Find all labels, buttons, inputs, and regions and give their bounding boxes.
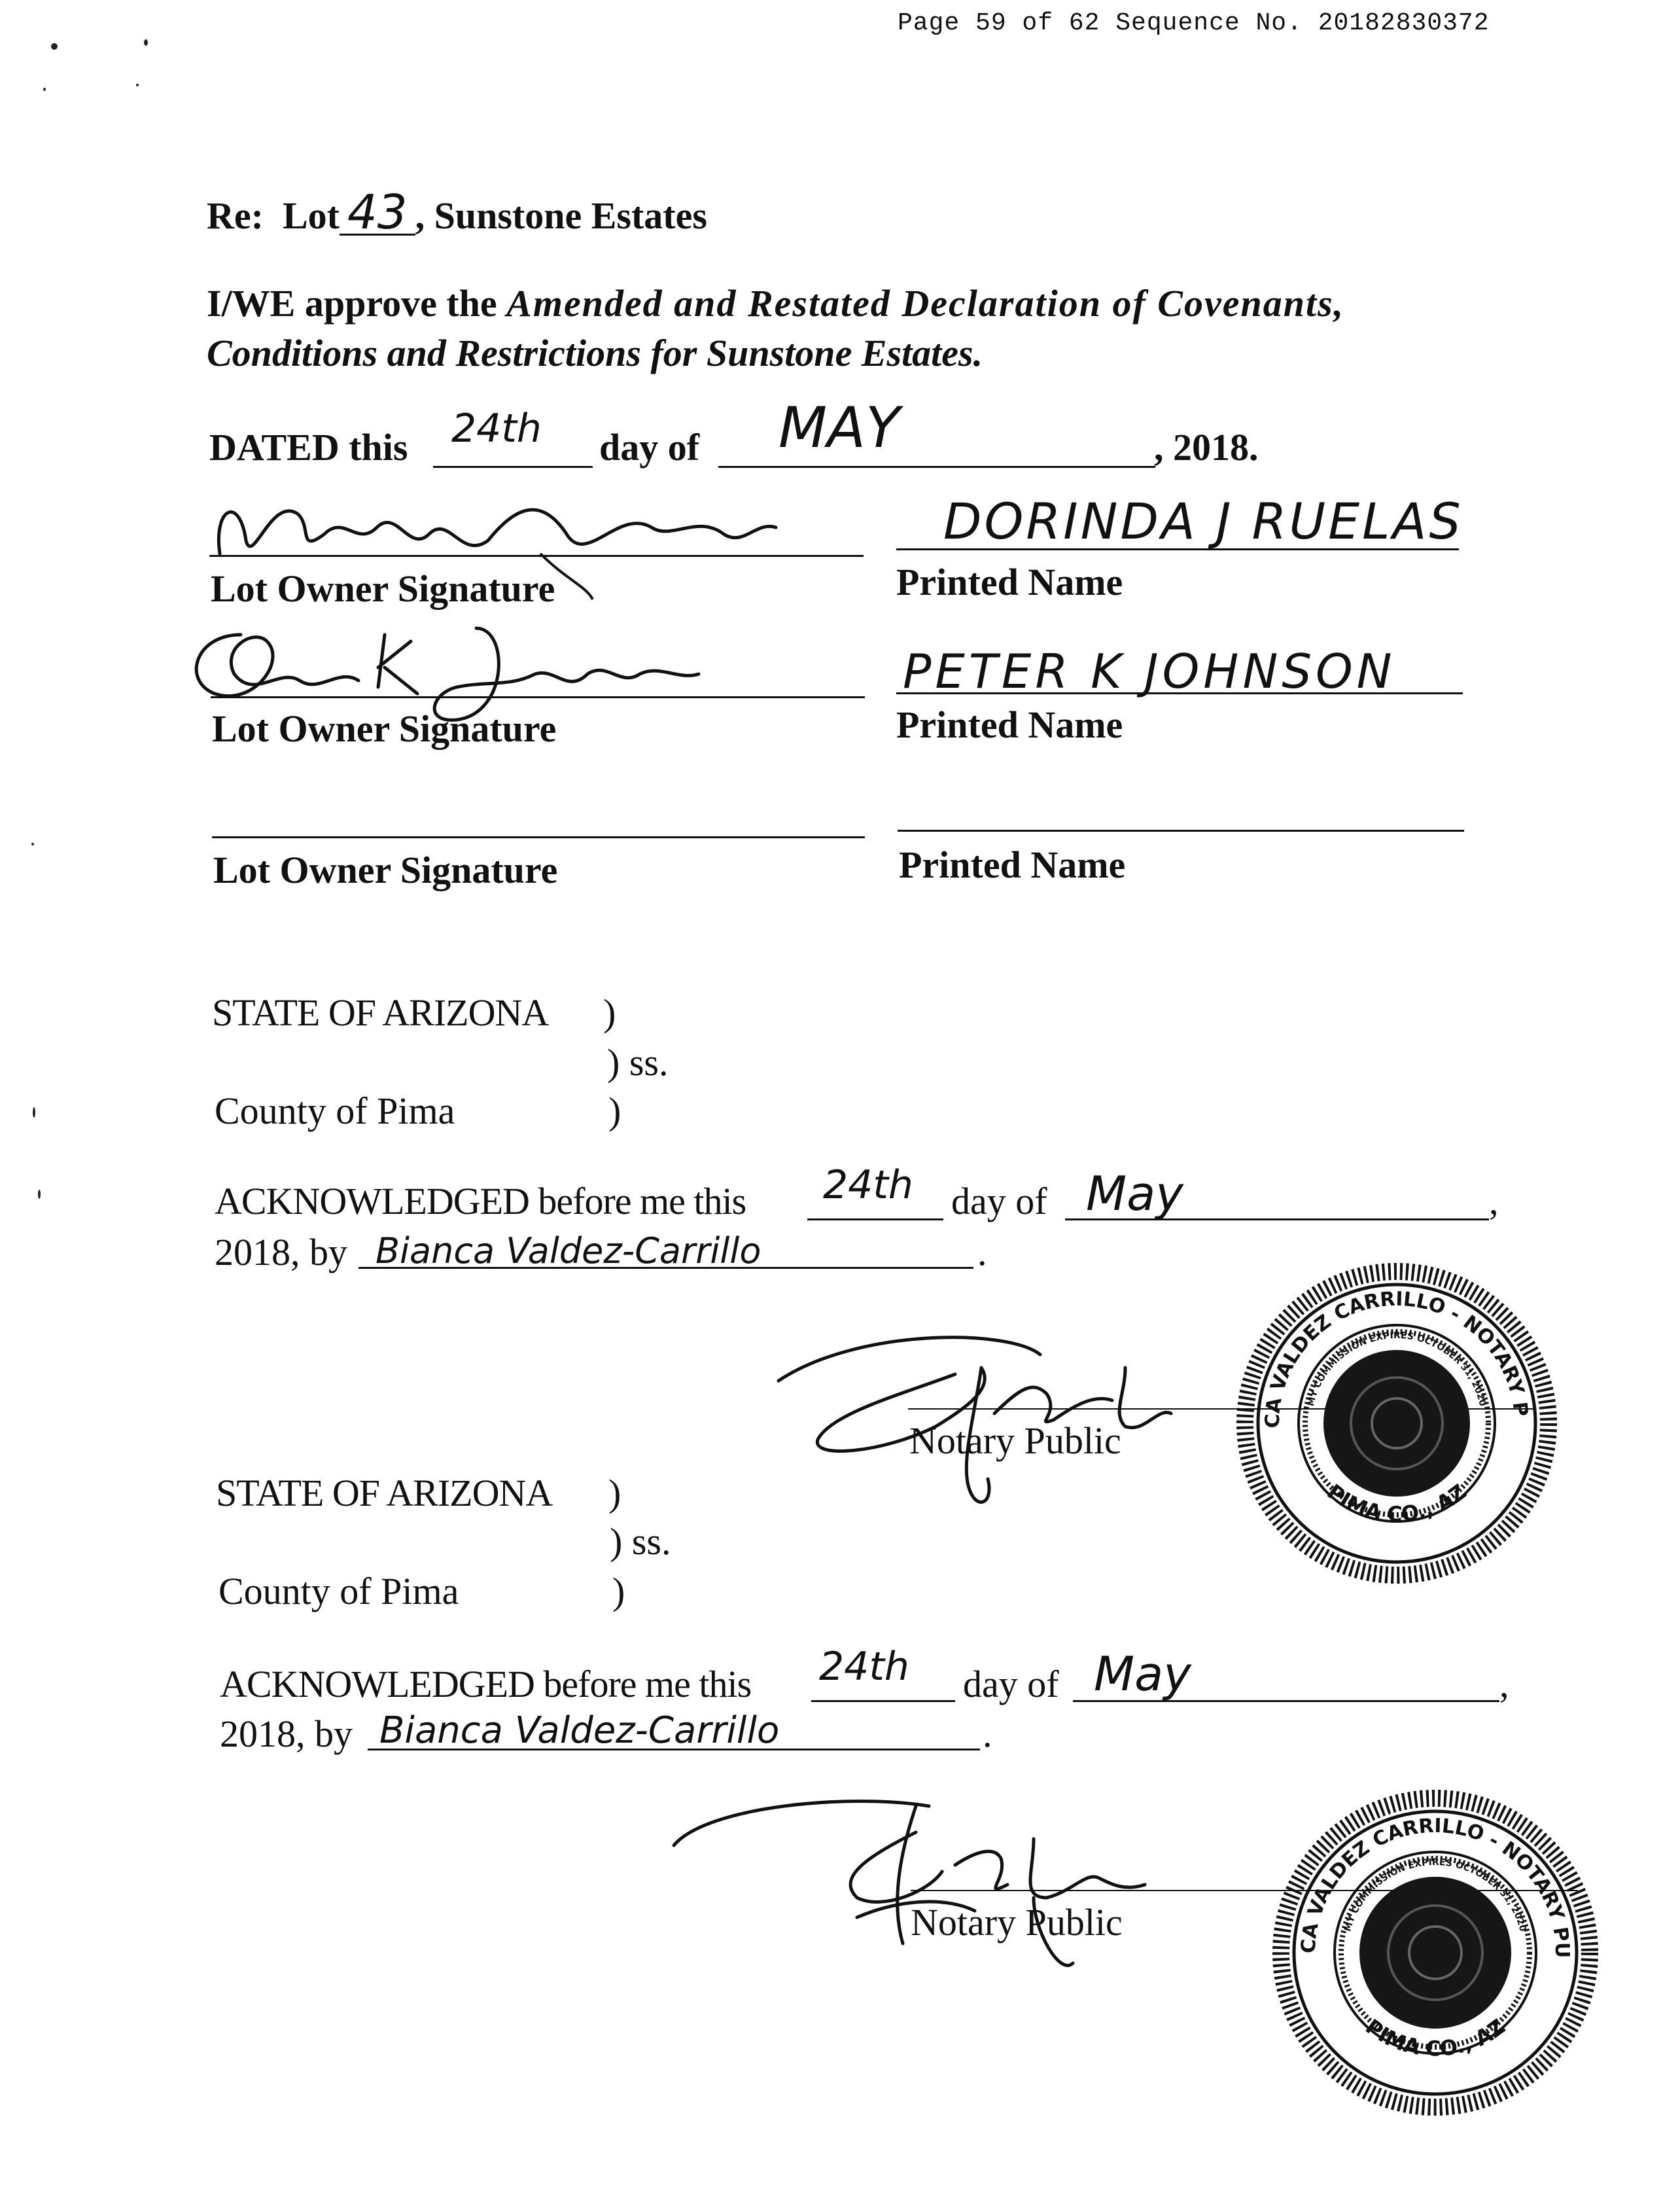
owner-2-printed-line (896, 692, 1463, 694)
ack-2-notary-label: Notary Public (911, 1901, 1123, 1944)
ack-1-day: 24th (823, 1162, 913, 1208)
subdivision-name: , Sunstone Estates (415, 194, 707, 237)
ack-2-paren-1: ) (608, 1472, 621, 1514)
dated-year: , 2018. (1154, 426, 1259, 469)
ack-2-paren-2: ) (612, 1570, 625, 1612)
ack-2-by-name: Bianca Valdez-Carrillo (379, 1709, 780, 1752)
owner-3-printed-label: Printed Name (899, 844, 1126, 886)
declaration-title-1: Amended and Restated Declaration of Covenants, (506, 282, 1345, 325)
ack-1-paren-2: ) (608, 1090, 621, 1132)
ack-1-comma: , (1489, 1180, 1499, 1222)
ack-2-notary-seal (1263, 1771, 1599, 2116)
ack-1-acknowledged-label: ACKNOWLEDGED before me this (215, 1180, 746, 1222)
ack-2-day-of: day of (963, 1663, 1059, 1705)
re-line (207, 185, 707, 240)
ack-1-state: STATE OF ARIZONA (212, 991, 549, 1034)
ack-1-day-line (807, 1218, 943, 1220)
owner-3-signature-line (212, 836, 865, 838)
dated-month-line (718, 466, 1155, 468)
dated-day: 24th (451, 406, 542, 452)
ack-1-year-by: 2018, by (215, 1231, 347, 1273)
ack-1-by-name: Bianca Valdez-Carrillo (376, 1230, 761, 1271)
owner-2-printed-name: PETER K JOHNSON (903, 644, 1396, 699)
ack-1-seal-outer-text: BIANCA VALDEZ CARRILLO - NOTARY PUBLIC (1228, 1245, 1532, 1429)
ack-1-month: May (1086, 1166, 1183, 1221)
dated-day-line (433, 466, 593, 468)
re-prefix: Re: (207, 194, 264, 237)
ack-1-ss: ) ss. (607, 1041, 669, 1084)
scan-speck (31, 843, 34, 845)
ack-1-seal-lower-text: PIMA CO., AZ (1322, 1479, 1471, 1527)
ack-1-day-of: day of (951, 1180, 1047, 1222)
owner-3-signature-label: Lot Owner Signature (213, 849, 558, 891)
owner-1-signature-line (209, 555, 864, 557)
lot-number: 43 (340, 191, 415, 236)
ack-2-seal-outer-text: BIANCA VALDEZ CARRILLO - NOTARY PUBLIC (1263, 1771, 1574, 1959)
dated-label: DATED this (209, 426, 408, 469)
owner-3-printed-line (898, 830, 1464, 832)
ack-2-ss: ) ss. (610, 1520, 671, 1563)
owner-1-printed-label: Printed Name (896, 561, 1123, 603)
owner-2-signature-line (211, 696, 865, 698)
ack-1-county: County of Pima (215, 1090, 455, 1132)
ack-1-seal-inner-text: MY COMMISSION EXPIRES OCTOBER 31, 2020 (1305, 1330, 1488, 1408)
ack-2-month: May (1094, 1646, 1191, 1701)
ack-1-notary-seal (1228, 1245, 1557, 1584)
ack-1-notary-label: Notary Public (909, 1419, 1121, 1462)
owner-2-printed-label: Printed Name (896, 703, 1123, 746)
ack-2-county: County of Pima (219, 1570, 459, 1612)
dated-day-of: day of (599, 426, 700, 469)
ack-2-seal-inner-text: MY COMMISSION EXPIRES OCTOBER 31, 2020 (1342, 1856, 1528, 1933)
owner-2-signature-label: Lot Owner Signature (212, 707, 557, 750)
ack-2-comma: , (1499, 1663, 1509, 1705)
scan-speck (43, 88, 46, 91)
owner-1-printed-name: DORINDA J RUELAS (943, 492, 1463, 550)
scan-speck (38, 1190, 41, 1199)
ack-1-paren-1: ) (603, 991, 616, 1034)
ack-2-day-line (811, 1700, 955, 1702)
ack-2-seal-lower-text: PIMA CO., AZ (1361, 2014, 1510, 2061)
approval-lead: I/WE approve the (207, 282, 497, 325)
scan-speck (144, 39, 148, 46)
scan-speck (51, 43, 58, 50)
ack-2-year-by: 2018, by (220, 1713, 353, 1755)
ack-2-state: STATE OF ARIZONA (216, 1472, 553, 1514)
ack-1-period: . (977, 1231, 987, 1273)
owner-1-printed-line (896, 548, 1459, 550)
approval-line-1 (207, 281, 1344, 325)
ack-2-notary-signature (667, 1767, 1256, 1976)
ack-2-day: 24th (819, 1644, 909, 1690)
page-sequence-header: Page 59 of 62 Sequence No. 20182830372 (898, 9, 1490, 37)
ack-2-acknowledged-label: ACKNOWLEDGED before me this (220, 1663, 752, 1705)
ack-2-period: . (983, 1713, 992, 1755)
declaration-title-2: Conditions and Restrictions for Sunstone Estates. (207, 332, 983, 374)
scan-speck (136, 84, 139, 86)
lot-label: Lot (282, 194, 340, 237)
scan-speck (33, 1107, 35, 1118)
dated-month: MAY (779, 395, 900, 461)
owner-1-signature-label: Lot Owner Signature (211, 567, 555, 610)
